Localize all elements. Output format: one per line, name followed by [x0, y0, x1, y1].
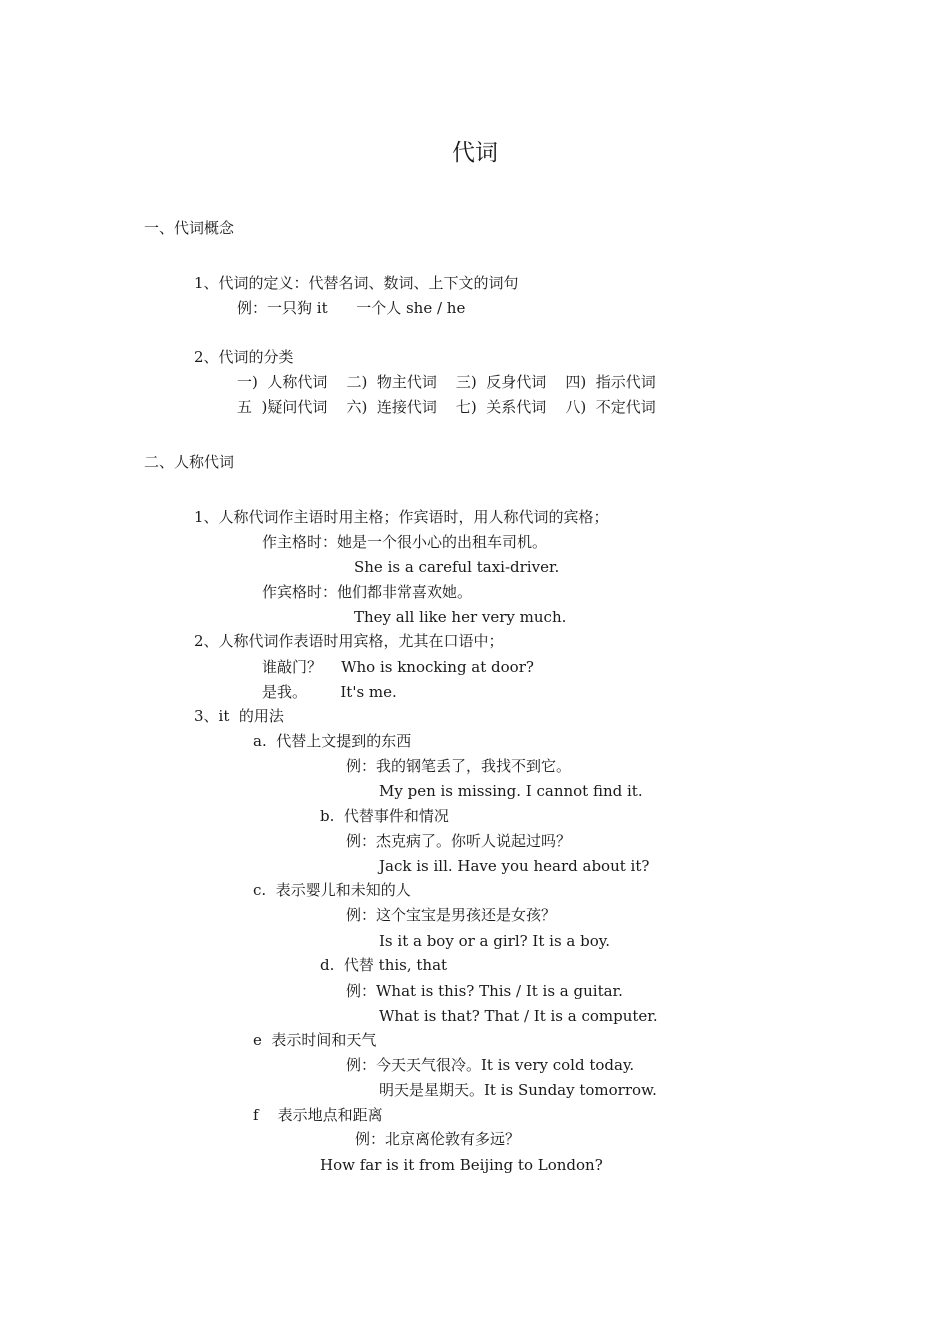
text-line: 例：今天天气很冷。It is very cold today.: [346, 1056, 635, 1074]
text-line: 3、it 的用法: [194, 707, 284, 725]
text-line: 例：一只狗 it 一个人 she / he: [237, 299, 466, 317]
text-line: 例：北京离伦敦有多远？: [355, 1130, 521, 1148]
text-line: f 表示地点和距离: [253, 1106, 383, 1124]
text-line: What is that? That / It is a computer.: [379, 1007, 658, 1025]
text-line: 作主格时：她是一个很小心的出租车司机。: [262, 533, 548, 551]
text-line: 1、人称代词作主语时用主格；作宾语时，用人称代词的宾格；: [194, 508, 609, 526]
text-line: 例：我的钢笔丢了，我找不到它。: [346, 757, 572, 775]
page-title: 代词: [452, 140, 498, 166]
text-line: 五 )疑问代词 六) 连接代词 七) 关系代词 八) 不定代词: [237, 398, 656, 416]
text-line: d. 代替 this, that: [320, 956, 448, 974]
text-line: Is it a boy or a girl? It is a boy.: [379, 932, 611, 950]
text-line: 1、代词的定义：代替名词、数词、上下文的词句: [194, 274, 519, 292]
text-line: 是我。 It's me.: [262, 683, 397, 701]
text-line: 例：What is this? This / It is a guitar.: [346, 982, 623, 1000]
text-line: 例：这个宝宝是男孩还是女孩？: [346, 906, 557, 924]
text-line: 2、代词的分类: [194, 348, 294, 366]
text-line: a. 代替上文提到的东西: [253, 732, 412, 750]
text-line: 谁敲门？ Who is knocking at door?: [262, 658, 534, 676]
text-line: b. 代替事件和情况: [320, 807, 449, 825]
text-line: My pen is missing. I cannot find it.: [379, 782, 643, 800]
section-heading: 一、代词概念: [144, 219, 235, 237]
text-line: 明天是星期天。It is Sunday tomorrow.: [379, 1081, 657, 1099]
text-line: 2、人称代词作表语时用宾格，尤其在口语中；: [194, 632, 504, 650]
text-line: They all like her very much.: [354, 608, 567, 626]
text-line: c. 表示婴儿和未知的人: [253, 881, 411, 899]
text-line: Jack is ill. Have you heard about it?: [379, 857, 650, 875]
section-heading: 二、人称代词: [144, 453, 235, 471]
text-line: 作宾格时：他们都非常喜欢她。: [262, 583, 473, 601]
text-line: 例：杰克病了。你听人说起过吗？: [346, 832, 572, 850]
text-line: e 表示时间和天气: [253, 1031, 377, 1049]
text-line: She is a careful taxi-driver.: [354, 558, 560, 576]
text-line: How far is it from Beijing to London?: [320, 1156, 603, 1174]
text-line: 一) 人称代词 二) 物主代词 三) 反身代词 四) 指示代词: [237, 373, 656, 391]
